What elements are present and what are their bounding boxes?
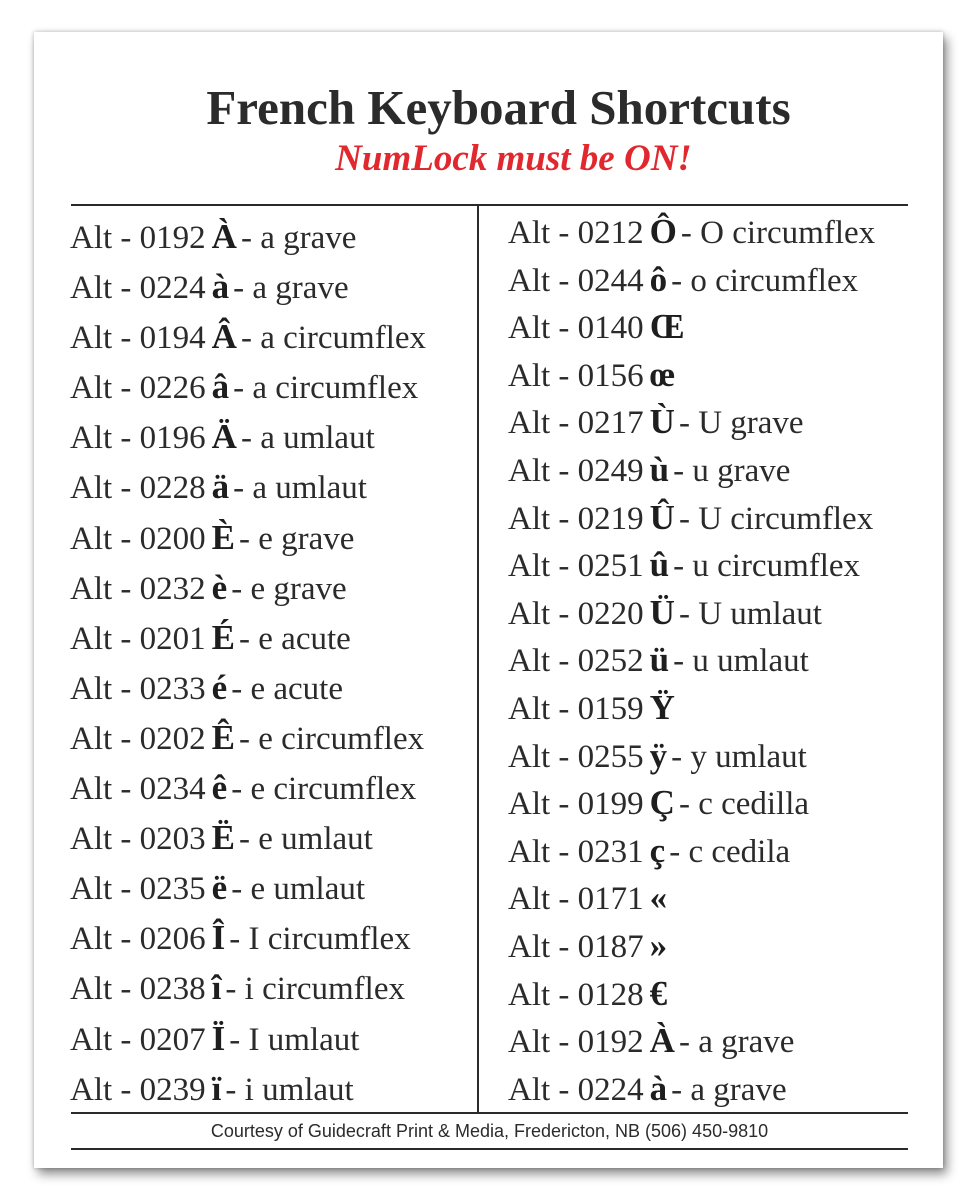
character-description: - a grave xyxy=(233,270,349,307)
accented-character: » xyxy=(649,925,668,965)
character-description: - u umlaut xyxy=(673,643,809,680)
accented-character: À xyxy=(211,217,237,256)
accented-character: Ä xyxy=(211,417,237,457)
character-description: - a grave xyxy=(678,1024,795,1061)
character-description: - U circumflex xyxy=(678,500,874,537)
alt-code: Alt - 0200 xyxy=(70,520,206,557)
shortcut-row xyxy=(70,813,426,863)
alt-code: Alt - 0251 xyxy=(508,548,644,585)
alt-code: Alt - 0159 xyxy=(508,690,644,727)
shortcut-row xyxy=(508,874,875,922)
shortcut-row xyxy=(70,1014,426,1064)
shortcut-row xyxy=(508,541,875,589)
shortcut-row xyxy=(70,713,426,763)
shortcut-row xyxy=(508,1017,875,1065)
shortcut-row xyxy=(70,563,426,613)
character-description: - u circumflex xyxy=(673,548,861,585)
shortcut-row xyxy=(70,913,426,963)
accented-character: É xyxy=(211,617,236,657)
accented-character: Ü xyxy=(649,592,675,632)
character-description: - U grave xyxy=(678,405,804,442)
accented-character: ÿ xyxy=(649,735,668,775)
character-description: - c cedilla xyxy=(678,786,810,823)
alt-code: Alt - 0249 xyxy=(508,452,644,489)
alt-code: Alt - 0203 xyxy=(70,821,206,858)
accented-character: â xyxy=(211,367,230,407)
alt-code: Alt - 0252 xyxy=(508,643,644,680)
shortcut-row xyxy=(508,684,875,732)
alt-code: Alt - 0239 xyxy=(70,1071,206,1108)
accented-character: ù xyxy=(649,449,670,489)
accented-character: û xyxy=(649,545,670,585)
shortcut-row xyxy=(70,963,426,1013)
character-description: - I umlaut xyxy=(229,1021,360,1058)
character-description: - a circumflex xyxy=(240,320,427,357)
character-description: - y umlaut xyxy=(671,738,807,775)
alt-code: Alt - 0212 xyxy=(508,215,644,251)
shortcut-row xyxy=(508,779,875,827)
character-description: - e grave xyxy=(239,520,355,557)
top-divider xyxy=(71,204,908,206)
accented-character: Ô xyxy=(649,212,677,251)
shortcut-row xyxy=(508,256,875,304)
alt-code: Alt - 0231 xyxy=(508,833,644,870)
alt-code: Alt - 0217 xyxy=(508,405,644,442)
character-description: - I circumflex xyxy=(229,921,411,958)
alt-code: Alt - 0199 xyxy=(508,786,644,823)
accented-character: Û xyxy=(649,497,675,537)
accented-character: ê xyxy=(211,768,228,808)
alt-code: Alt - 0235 xyxy=(70,871,206,908)
character-description: - e acute xyxy=(231,670,343,707)
alt-code: Alt - 0228 xyxy=(70,470,206,507)
shortcut-row xyxy=(508,827,875,875)
accented-character: « xyxy=(649,878,668,918)
character-description: - e acute xyxy=(239,620,351,657)
character-description: - e circumflex xyxy=(231,771,417,808)
shortcut-row xyxy=(70,262,426,312)
alt-code: Alt - 0171 xyxy=(508,881,644,918)
accented-character: È xyxy=(211,517,236,557)
accented-character: ë xyxy=(211,868,228,908)
accented-character: Â xyxy=(211,317,237,357)
alt-code: Alt - 0156 xyxy=(508,357,644,394)
right-shortcut-list xyxy=(508,208,875,1112)
accented-character: Ï xyxy=(211,1018,226,1058)
alt-code: Alt - 0207 xyxy=(70,1021,206,1058)
alt-code: Alt - 0192 xyxy=(508,1024,644,1061)
shortcut-row xyxy=(70,663,426,713)
footer-credit: Courtesy of Guidecraft Print & Media, Fredericton, NB (506) 450-9810 xyxy=(210,1121,769,1141)
character-description: - i circumflex xyxy=(225,971,405,1008)
shortcut-row xyxy=(508,208,875,256)
shortcut-card xyxy=(34,32,943,1168)
shortcut-row xyxy=(70,863,426,913)
shortcut-row xyxy=(70,412,426,462)
accented-character: Ê xyxy=(211,717,236,757)
shortcut-row xyxy=(508,1065,875,1113)
shortcut-row xyxy=(508,922,875,970)
accented-character: é xyxy=(211,667,228,707)
page-subtitle: NumLock must be ON! xyxy=(335,138,692,179)
accented-character: Ç xyxy=(649,783,675,823)
page-title: French Keyboard Shortcuts xyxy=(206,80,791,135)
alt-code: Alt - 0220 xyxy=(508,595,644,632)
bottom-divider xyxy=(71,1112,908,1114)
accented-character: Î xyxy=(211,918,226,958)
character-description: - a circumflex xyxy=(233,370,419,407)
accented-character: ô xyxy=(649,259,668,299)
shortcut-row xyxy=(70,513,426,563)
character-description: - a grave xyxy=(240,220,357,256)
alt-code: Alt - 0224 xyxy=(508,1071,644,1108)
character-description: - a umlaut xyxy=(240,420,375,457)
accented-character: î xyxy=(211,968,222,1008)
shortcut-row xyxy=(508,446,875,494)
character-description: - e umlaut xyxy=(239,821,373,858)
accented-character: Ù xyxy=(649,402,675,442)
alt-code: Alt - 0202 xyxy=(70,720,206,757)
shortcut-row xyxy=(70,763,426,813)
shortcut-row xyxy=(70,362,426,412)
character-description: - a umlaut xyxy=(233,470,367,507)
alt-code: Alt - 0238 xyxy=(70,971,206,1008)
accented-character: ç xyxy=(649,830,666,870)
shortcut-row xyxy=(508,351,875,399)
character-description: - i umlaut xyxy=(225,1071,354,1108)
left-shortcut-list xyxy=(70,212,426,1114)
accented-character: Ÿ xyxy=(649,687,675,727)
alt-code: Alt - 0226 xyxy=(70,370,206,407)
alt-code: Alt - 0224 xyxy=(70,270,206,307)
accented-character: œ xyxy=(649,354,675,394)
alt-code: Alt - 0244 xyxy=(508,262,644,299)
accented-character: ï xyxy=(211,1068,222,1108)
shortcut-row xyxy=(70,1064,426,1114)
alt-code: Alt - 0234 xyxy=(70,771,206,808)
shortcut-row xyxy=(508,303,875,351)
shortcut-row xyxy=(70,462,426,512)
character-description: - e umlaut xyxy=(231,871,366,908)
character-description: - U umlaut xyxy=(678,595,822,632)
accented-character: ü xyxy=(649,640,670,680)
accented-character: ä xyxy=(211,467,230,507)
shortcut-row xyxy=(70,312,426,362)
alt-code: Alt - 0192 xyxy=(70,220,206,256)
character-description: - e grave xyxy=(231,570,347,607)
accented-character: Ë xyxy=(211,818,236,858)
alt-code: Alt - 0201 xyxy=(70,620,206,657)
character-description: - o circumflex xyxy=(671,262,859,299)
alt-code: Alt - 0233 xyxy=(70,670,206,707)
shortcut-row xyxy=(508,970,875,1018)
footer-divider xyxy=(71,1148,908,1150)
shortcut-row xyxy=(508,589,875,637)
alt-code: Alt - 0196 xyxy=(70,420,206,457)
accented-character: à xyxy=(211,267,230,307)
alt-code: Alt - 0194 xyxy=(70,320,206,357)
alt-code: Alt - 0232 xyxy=(70,570,206,607)
shortcut-row xyxy=(70,613,426,663)
shortcut-row xyxy=(508,398,875,446)
character-description: - O circumflex xyxy=(680,215,876,251)
shortcut-row xyxy=(508,732,875,780)
character-description: - a grave xyxy=(671,1071,787,1108)
alt-code: Alt - 0128 xyxy=(508,976,644,1013)
alt-code: Alt - 0219 xyxy=(508,500,644,537)
shortcut-row xyxy=(70,212,426,262)
accented-character: è xyxy=(211,567,228,607)
alt-code: Alt - 0255 xyxy=(508,738,644,775)
column-divider xyxy=(477,204,479,1114)
accented-character: à xyxy=(649,1068,668,1108)
accented-character: € xyxy=(649,973,668,1013)
shortcut-row xyxy=(508,494,875,542)
character-description: - u grave xyxy=(673,452,791,489)
accented-character: Œ xyxy=(649,307,685,347)
alt-code: Alt - 0187 xyxy=(508,928,644,965)
alt-code: Alt - 0140 xyxy=(508,310,644,347)
character-description: - e circumflex xyxy=(239,720,425,757)
accented-character: À xyxy=(649,1021,675,1061)
alt-code: Alt - 0206 xyxy=(70,921,206,958)
character-description: - c cedila xyxy=(669,833,791,870)
shortcut-row xyxy=(508,636,875,684)
